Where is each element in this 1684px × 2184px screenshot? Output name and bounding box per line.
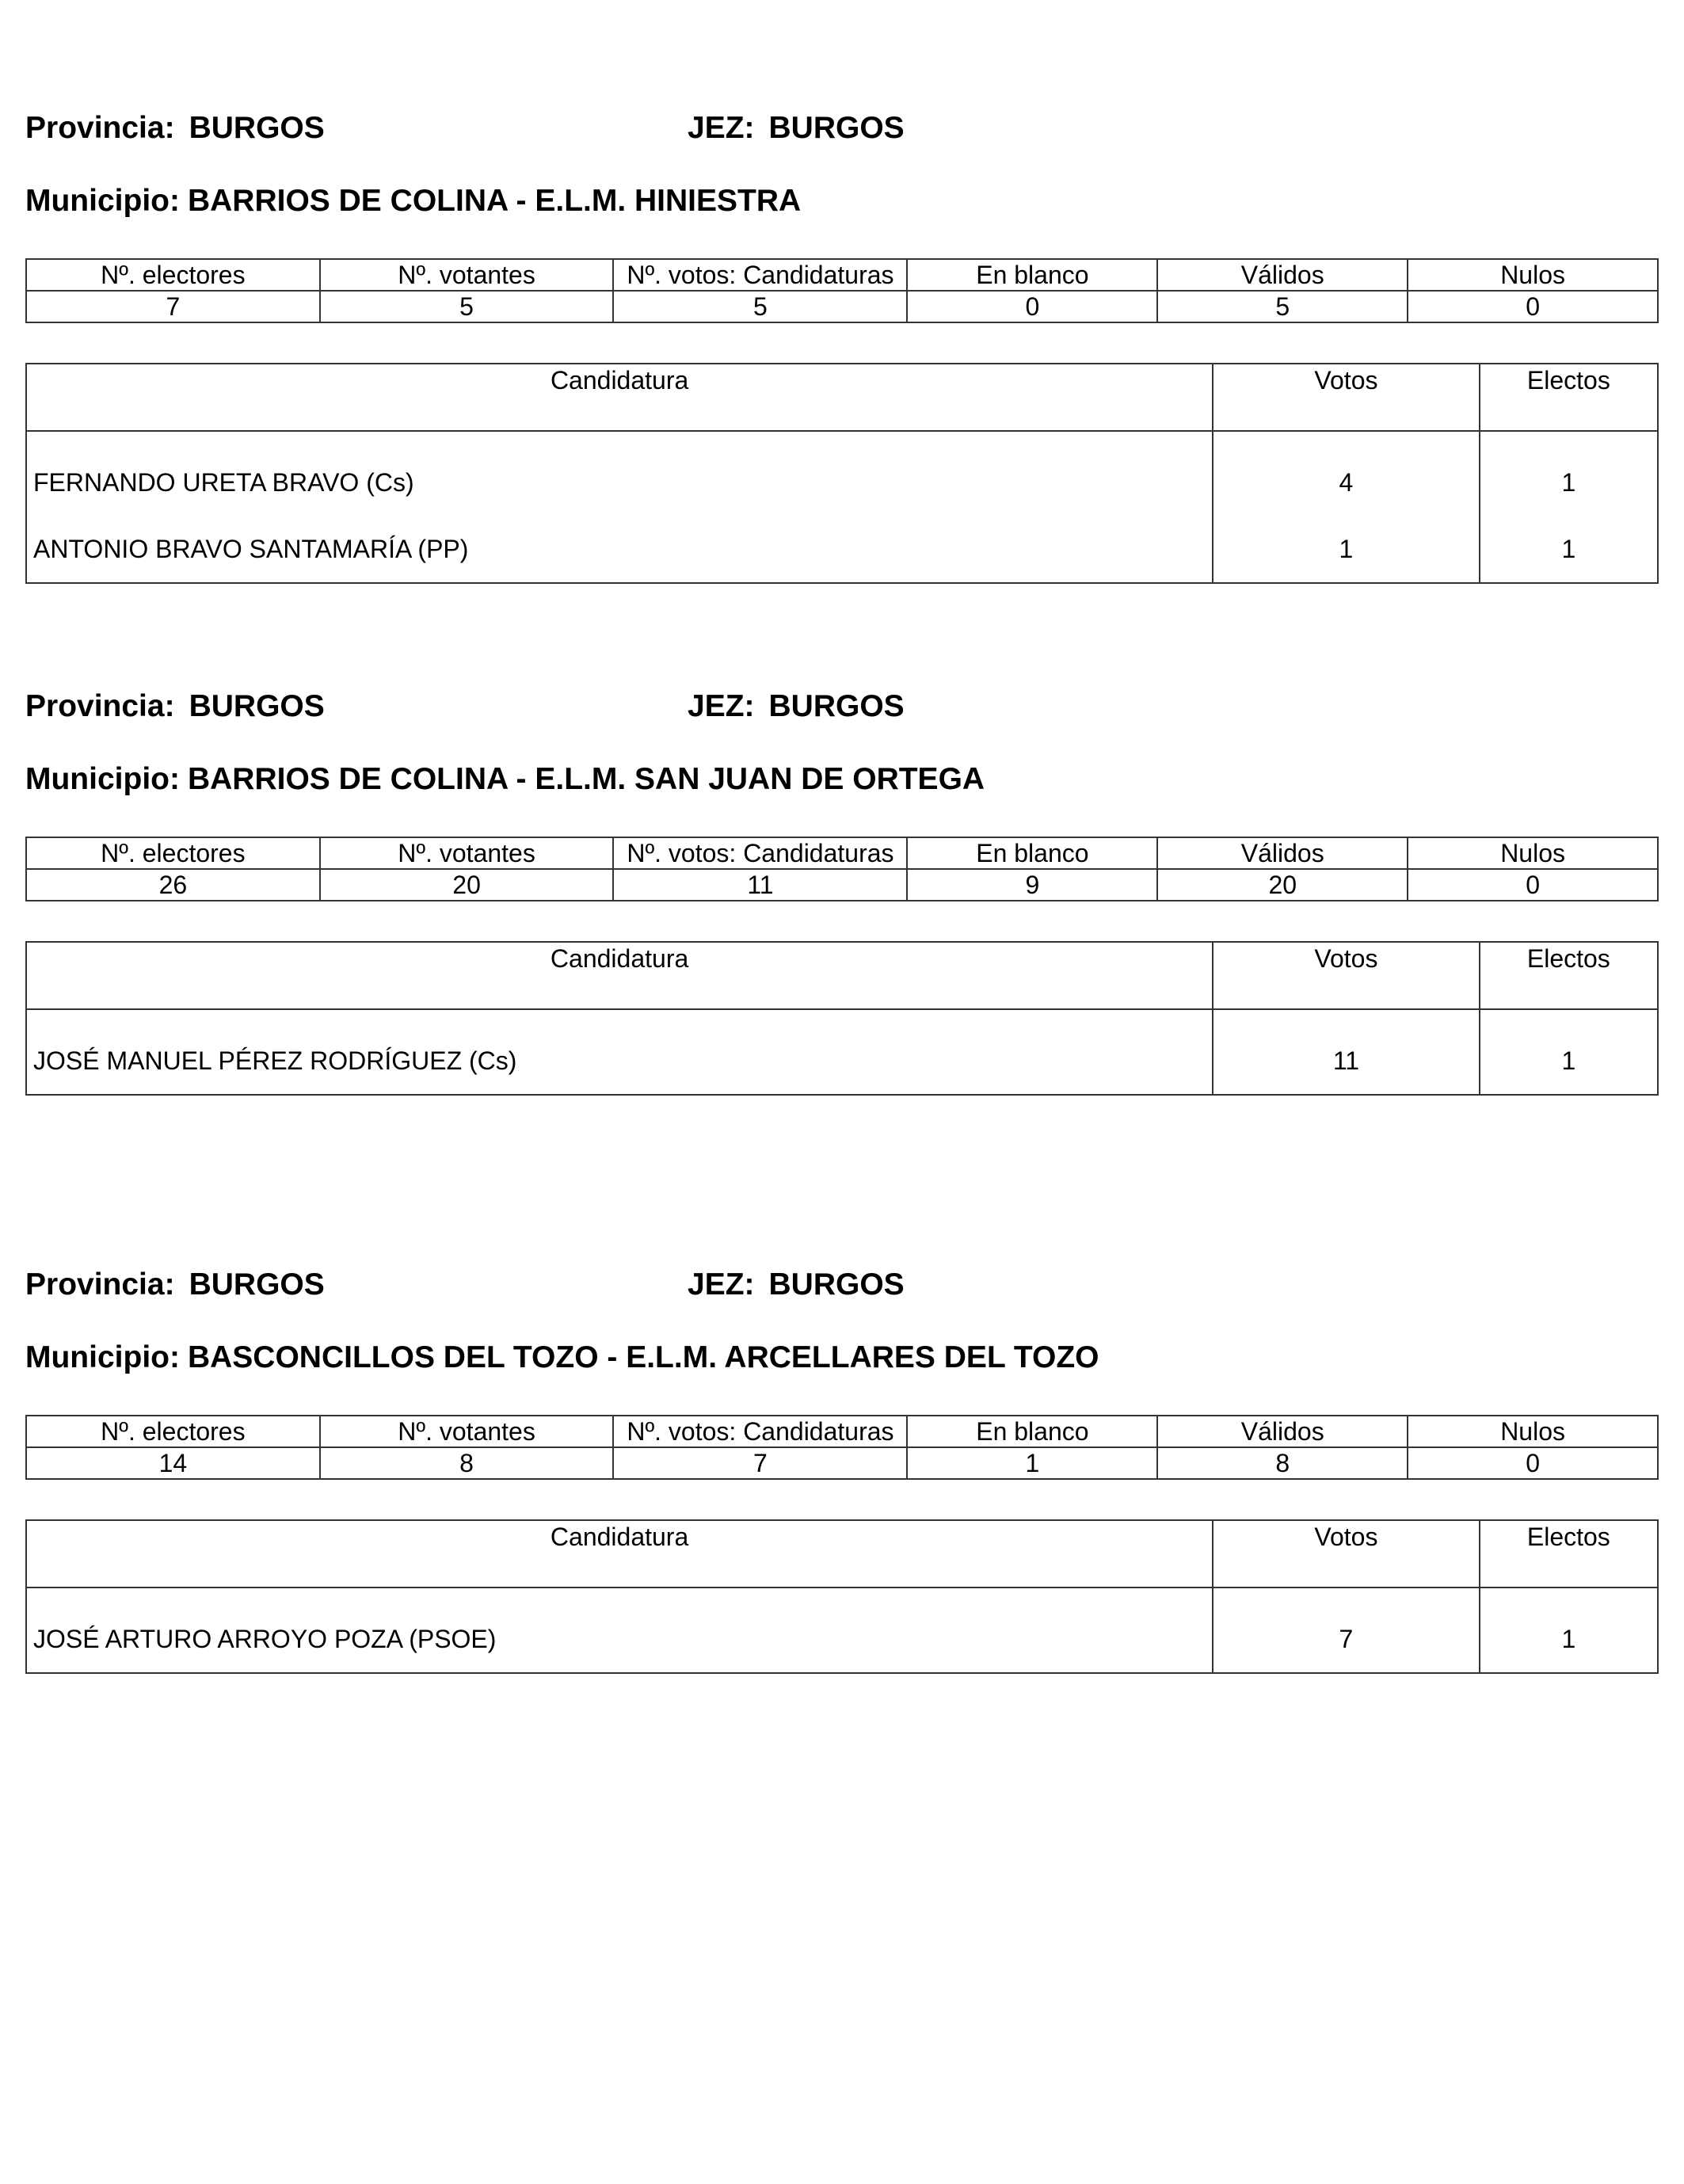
candidate-electos: 1 xyxy=(1480,431,1658,516)
candidate-name: JOSÉ MANUEL PÉREZ RODRÍGUEZ (Cs) xyxy=(26,1009,1213,1095)
provincia-line xyxy=(25,111,325,155)
stats-table xyxy=(25,837,1659,901)
electos-header: Electos xyxy=(1480,364,1658,431)
stats-header-cell: En blanco xyxy=(907,837,1157,869)
stats-header-cell: Nº. votos: Candidaturas xyxy=(613,1416,907,1447)
candidate-votos: 7 xyxy=(1213,1587,1480,1673)
stats-value-cell: 1 xyxy=(907,1447,1157,1479)
stats-value-cell: 14 xyxy=(26,1447,320,1479)
candidates-header-row xyxy=(26,364,1658,431)
candidate-electos: 1 xyxy=(1480,1587,1658,1673)
jez-value: BURGOS xyxy=(768,689,905,723)
stats-header-cell: Nº. votantes xyxy=(320,837,614,869)
candidate-row xyxy=(26,1009,1658,1095)
stats-value-cell: 26 xyxy=(26,869,320,901)
candidate-electos: 1 xyxy=(1480,516,1658,583)
candidate-row xyxy=(26,1587,1658,1673)
provincia-value: BURGOS xyxy=(189,1267,325,1302)
stats-value-cell: 11 xyxy=(613,869,907,901)
candidate-row xyxy=(26,516,1658,583)
candidates-header-row xyxy=(26,942,1658,1009)
candidates-header-row xyxy=(26,1520,1658,1587)
electos-header: Electos xyxy=(1480,942,1658,1009)
stats-value-row xyxy=(26,869,1658,901)
candidatura-header: Candidatura xyxy=(26,1520,1213,1587)
candidate-name: ANTONIO BRAVO SANTAMARÍA (PP) xyxy=(26,516,1213,583)
stats-value-cell: 8 xyxy=(1157,1447,1408,1479)
stats-value-cell: 9 xyxy=(907,869,1157,901)
stats-value-cell: 5 xyxy=(613,291,907,322)
jez-label: JEZ: xyxy=(688,111,755,145)
candidates-table xyxy=(25,941,1659,1096)
municipio-line xyxy=(25,762,985,806)
provincia-label: Provincia: xyxy=(25,111,175,145)
stats-value-row xyxy=(26,291,1658,322)
stats-value-cell: 20 xyxy=(320,869,614,901)
municipio-label: Municipio: xyxy=(25,762,180,796)
municipio-line xyxy=(25,1340,1099,1385)
provincia-label: Provincia: xyxy=(25,1267,175,1302)
jez-value: BURGOS xyxy=(768,1267,905,1302)
jez-line xyxy=(688,111,905,155)
candidates-table xyxy=(25,1519,1659,1674)
stats-header-cell: Nº. votantes xyxy=(320,1416,614,1447)
provincia-line xyxy=(25,1267,325,1312)
stats-header-row xyxy=(26,837,1658,869)
candidate-votos: 4 xyxy=(1213,431,1479,516)
stats-header-cell: Válidos xyxy=(1157,1416,1408,1447)
candidate-electos: 1 xyxy=(1480,1009,1658,1095)
provincia-label: Provincia: xyxy=(25,689,175,723)
jez-label: JEZ: xyxy=(688,689,755,723)
stats-value-cell: 0 xyxy=(1408,291,1658,322)
provincia-value: BURGOS xyxy=(189,111,325,145)
stats-table xyxy=(25,1415,1659,1480)
stats-value-cell: 8 xyxy=(320,1447,614,1479)
stats-value-row xyxy=(26,1447,1658,1479)
stats-header-cell: Nº. electores xyxy=(26,1416,320,1447)
stats-value-cell: 0 xyxy=(907,291,1157,322)
candidatura-header: Candidatura xyxy=(26,364,1213,431)
municipio-line xyxy=(25,184,801,228)
municipio-value: BASCONCILLOS DEL TOZO - E.L.M. ARCELLARES DEL TOZO xyxy=(187,1340,1099,1374)
stats-header-row xyxy=(26,259,1658,291)
stats-value-cell: 7 xyxy=(613,1447,907,1479)
provincia-line xyxy=(25,689,325,734)
municipio-label: Municipio: xyxy=(25,184,180,218)
candidate-row xyxy=(26,431,1658,516)
candidates-table xyxy=(25,363,1659,584)
municipio-label: Municipio: xyxy=(25,1340,180,1374)
provincia-value: BURGOS xyxy=(189,689,325,723)
stats-header-cell: Nº. electores xyxy=(26,259,320,291)
jez-label: JEZ: xyxy=(688,1267,755,1302)
electos-header: Electos xyxy=(1480,1520,1658,1587)
stats-header-cell: Nulos xyxy=(1408,837,1658,869)
votos-header: Votos xyxy=(1213,364,1479,431)
stats-header-row xyxy=(26,1416,1658,1447)
stats-value-cell: 5 xyxy=(320,291,614,322)
stats-header-cell: Nº. votos: Candidaturas xyxy=(613,259,907,291)
stats-value-cell: 0 xyxy=(1408,869,1658,901)
stats-header-cell: Válidos xyxy=(1157,837,1408,869)
stats-header-cell: Nulos xyxy=(1408,1416,1658,1447)
stats-header-cell: En blanco xyxy=(907,259,1157,291)
stats-value-cell: 0 xyxy=(1408,1447,1658,1479)
votos-header: Votos xyxy=(1213,942,1479,1009)
jez-line xyxy=(688,1267,905,1312)
stats-header-cell: Válidos xyxy=(1157,259,1408,291)
candidate-name: FERNANDO URETA BRAVO (Cs) xyxy=(26,431,1213,516)
stats-value-cell: 20 xyxy=(1157,869,1408,901)
municipio-value: BARRIOS DE COLINA - E.L.M. SAN JUAN DE ORTEGA xyxy=(187,762,985,796)
stats-header-cell: Nº. votantes xyxy=(320,259,614,291)
candidate-name: JOSÉ ARTURO ARROYO POZA (PSOE) xyxy=(26,1587,1213,1673)
stats-header-cell: En blanco xyxy=(907,1416,1157,1447)
candidate-votos: 11 xyxy=(1213,1009,1479,1095)
jez-value: BURGOS xyxy=(768,111,905,145)
candidatura-header: Candidatura xyxy=(26,942,1213,1009)
votos-header: Votos xyxy=(1213,1520,1480,1587)
stats-table xyxy=(25,258,1659,323)
stats-value-cell: 5 xyxy=(1157,291,1408,322)
stats-header-cell: Nº. electores xyxy=(26,837,320,869)
jez-line xyxy=(688,689,905,734)
stats-header-cell: Nº. votos: Candidaturas xyxy=(613,837,907,869)
stats-header-cell: Nulos xyxy=(1408,259,1658,291)
candidate-votos: 1 xyxy=(1213,516,1479,583)
municipio-value: BARRIOS DE COLINA - E.L.M. HINIESTRA xyxy=(187,184,802,218)
stats-value-cell: 7 xyxy=(26,291,320,322)
